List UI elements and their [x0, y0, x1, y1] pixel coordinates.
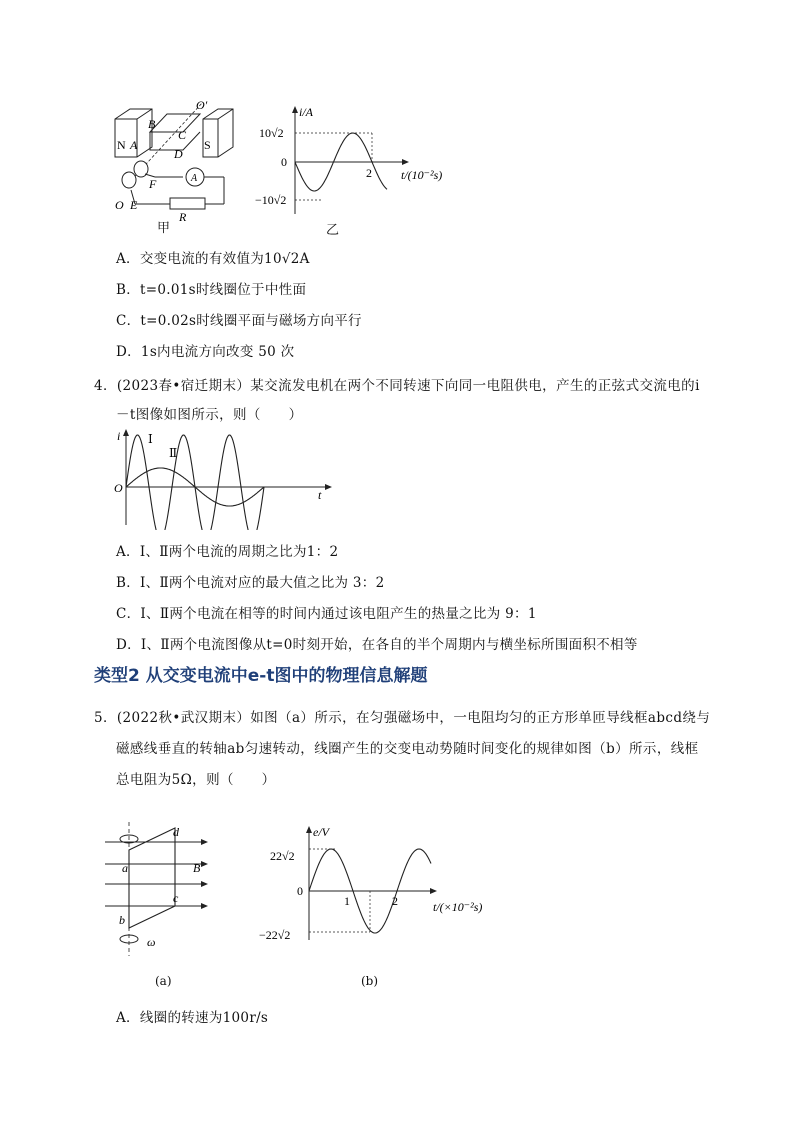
- figure-generator-diagram: [105, 92, 255, 237]
- label-d: D: [174, 147, 183, 161]
- q5b-ymin-label: −22√2: [259, 928, 291, 942]
- q4-x-axis-label: t: [318, 488, 322, 502]
- q5b-ymax-label: 22√2: [270, 849, 295, 863]
- q5-stem-line2: 磁感线垂直的转轴ab匀速转动，线圈产生的交变电动势随时间变化的规律如图（b）所示，线框: [116, 741, 699, 757]
- ammeter-label: A: [191, 173, 198, 184]
- yi-y-axis-label: i/A: [299, 105, 313, 119]
- q3-option-a: A．交变电流的有效值为10√2A: [116, 251, 310, 267]
- q5-stem-line1: 5．(2022秋•武汉期末）如图（a）所示，在匀强磁场中，一电阻均匀的正方形单匝导线框abcd绕与: [94, 710, 711, 726]
- figure-q4-it-graph: [108, 425, 338, 530]
- q5b-x-axis-label: t/(×10⁻²s): [433, 900, 483, 914]
- q5-stem-line3: 总电阻为5Ω，则（ ）: [116, 772, 276, 788]
- caption-yi: 乙: [326, 223, 340, 238]
- yi-x-tick-2: 2: [366, 166, 372, 180]
- q3-option-b: B．t=0.01s时线圈位于中性面: [116, 282, 307, 298]
- q4-origin-label: O: [114, 481, 123, 495]
- label-a: A: [130, 138, 138, 152]
- q3-option-c: C．t=0.02s时线圈平面与磁场方向平行: [116, 313, 362, 329]
- yi-ymin-label: −10√2: [255, 193, 287, 207]
- caption-a: (a): [155, 974, 172, 988]
- q5a-label-d: d: [173, 825, 179, 839]
- q5b-zero-label: 0: [297, 884, 303, 898]
- q4-curve2-label: Ⅱ: [169, 446, 178, 460]
- label-r: R: [179, 210, 187, 224]
- q5a-label-b-field: B: [193, 861, 201, 875]
- label-o-prime: O′: [196, 98, 208, 112]
- label-n: N: [117, 138, 126, 152]
- q4-option-b: B．Ⅰ、Ⅱ两个电流对应的最大值之比为 3：2: [116, 575, 385, 591]
- q4-y-axis-label: i: [117, 429, 121, 443]
- q5a-label-c: c: [173, 891, 179, 905]
- label-f: F: [149, 177, 157, 191]
- caption-b: (b): [361, 974, 379, 988]
- q5a-label-a: a: [122, 861, 128, 875]
- q4-option-c: C．Ⅰ、Ⅱ两个电流在相等的时间内通过该电阻产生的热量之比为 9：1: [116, 606, 537, 622]
- q4-curve1-label: Ⅰ: [148, 432, 153, 446]
- section-title: 类型2 从交变电流中e-t图中的物理信息解题: [94, 666, 428, 686]
- q5-option-a: A．线圈的转速为100r/s: [116, 1010, 269, 1026]
- yi-ymax-label: 10√2: [259, 126, 284, 140]
- q5a-label-b: b: [119, 913, 125, 927]
- label-c: C: [178, 128, 187, 142]
- label-o: O: [115, 198, 124, 212]
- yi-zero-label: 0: [281, 155, 287, 169]
- label-e: E: [130, 198, 138, 212]
- q3-option-d: D．1s内电流方向改变 50 次: [116, 344, 295, 360]
- q4-stem-line2: －t图像如图所示，则（ ）: [116, 407, 303, 423]
- figure-q5b-et-graph: [255, 822, 510, 942]
- figure-q5a-coil-diagram: [105, 822, 215, 957]
- q5b-y-axis-label: e/V: [313, 825, 329, 839]
- q4-option-a: A．Ⅰ、Ⅱ两个电流的周期之比为1：2: [116, 544, 339, 560]
- figure-current-graph-yi: [255, 102, 470, 217]
- q5b-tick-2: 2: [392, 894, 398, 908]
- q5a-label-omega: ω: [147, 935, 156, 949]
- caption-jia: 甲: [157, 221, 171, 236]
- label-s: S: [204, 138, 211, 152]
- q4-option-d: D．Ⅰ、Ⅱ两个电流图像从t=0时刻开始，在各自的半个周期内与横坐标所围面积不相等: [116, 637, 638, 653]
- label-b: B: [148, 117, 156, 131]
- yi-x-axis-label: t/(10⁻²s): [401, 168, 443, 182]
- q5b-tick-1: 1: [344, 894, 350, 908]
- q4-stem-line1: 4．(2023春•宿迁期末）某交流发电机在两个不同转速下向同一电阻供电，产生的正弦式交流电的i: [94, 378, 700, 394]
